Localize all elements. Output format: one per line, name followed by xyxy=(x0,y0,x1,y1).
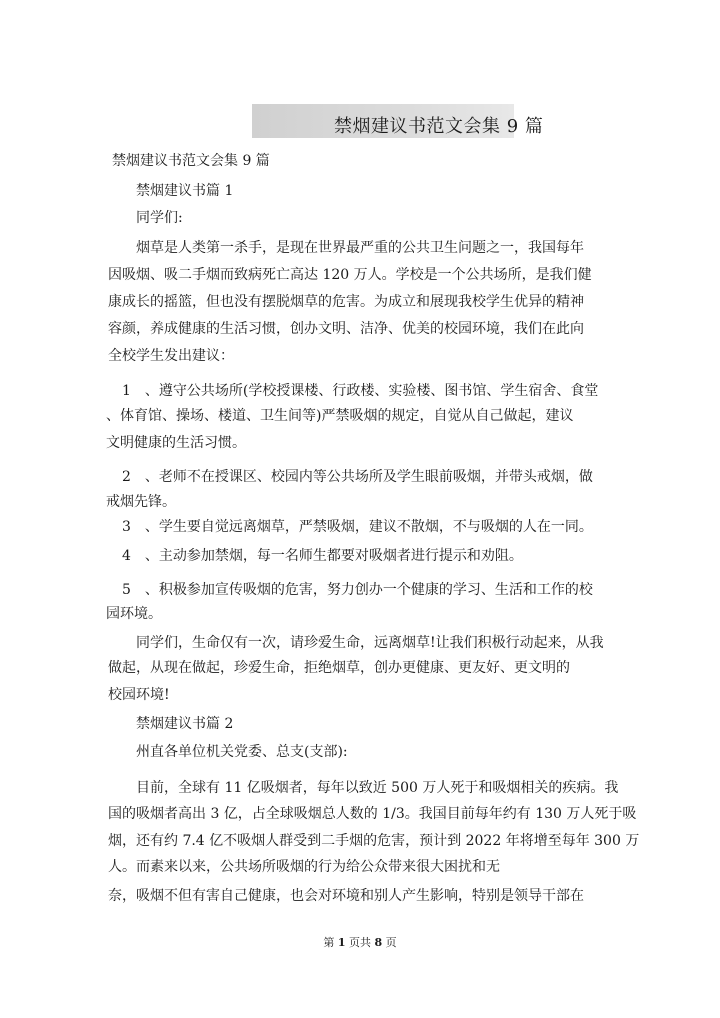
paragraph-line: 烟草是人类第一杀手，是现在世界最严重的公共卫生问题之一，我国每年 xyxy=(136,240,584,256)
section-heading-1: 禁烟建议书篇 1 xyxy=(136,183,234,199)
current-page-number: 1 xyxy=(337,936,346,949)
total-page-count: 8 xyxy=(374,936,383,949)
salutation-1: 同学们: xyxy=(136,210,183,226)
paragraph-line: 目前，全球有 11 亿吸烟者，每年以致近 500 万人死于和吸烟相关的疾病。我 xyxy=(136,780,619,796)
paragraph-line: 奈，吸烟不但有害自己健康，也会对环境和别人产生影响，特别是领导干部在 xyxy=(108,888,584,904)
list-item-1: 、体育馆、操场、楼道、卫生间等)严禁吸烟的规定，自觉从自己做起，建议 xyxy=(106,408,574,424)
closing-line: 做起，从现在做起，珍爱生命，拒绝烟草，创办更健康、更友好、更文明的 xyxy=(108,660,570,676)
page-footer: 第 1 页共 8 页 xyxy=(323,936,397,949)
list-item-2: 戒烟先锋。 xyxy=(106,494,176,510)
paragraph-line: 因吸烟、吸二手烟而致病死亡高达 120 万人。学校是一个公共场所，是我们健 xyxy=(108,267,592,283)
closing-line: 校园环境! xyxy=(108,687,170,703)
list-item-1: 1 、遵守公共场所(学校授课楼、行政楼、实验楼、图书馆、学生宿舍、食堂 xyxy=(122,383,599,399)
closing-line: 同学们，生命仅有一次，请珍爱生命，远离烟草!让我们积极行动起来，从我 xyxy=(136,635,604,651)
subtitle: 禁烟建议书范文会集 9 篇 xyxy=(112,153,270,169)
list-item-4: 4 、主动参加禁烟，每一名师生都要对吸烟者进行提示和劝阻。 xyxy=(122,548,523,564)
list-item-1: 文明健康的生活习惯。 xyxy=(106,435,246,451)
list-item-2: 2 、老师不在授课区、校园内等公共场所及学生眼前吸烟，并带头戒烟，做 xyxy=(122,469,593,485)
paragraph-line: 国的吸烟者高出 3 亿，占全球吸烟总人数的 1/3。我国目前每年约有 130 万人死于吸 xyxy=(108,806,637,822)
list-item-5: 5 、积极参加宣传吸烟的危害，努力创办一个健康的学习、生活和工作的校 xyxy=(122,582,593,598)
paragraph-line: 烟，还有约 7.4 亿不吸烟人群受到二手烟的危害，预计到 2022 年将增至每年 300 万 xyxy=(108,833,640,849)
paragraph-line: 康成长的摇篮，但也没有摆脱烟草的危害。为成立和展现我校学生优异的精神 xyxy=(108,294,584,310)
list-item-3: 3 、学生要自觉远离烟草，严禁吸烟，建议不散烟，不与吸烟的人在一同。 xyxy=(122,519,593,535)
section-heading-2: 禁烟建议书篇 2 xyxy=(136,716,234,732)
salutation-2: 州直各单位机关党委、总支(支部): xyxy=(136,744,348,760)
list-item-5: 园环境。 xyxy=(106,606,162,622)
document-title: 禁烟建议书范文会集 9 篇 xyxy=(334,116,544,137)
paragraph-line: 容颜，养成健康的生活习惯，创办文明、洁净、优美的校园环境，我们在此向 xyxy=(108,321,584,337)
paragraph-line: 人。而素来以来，公共场所吸烟的行为给公众带来很大困扰和无 xyxy=(108,859,500,875)
paragraph-line: 全校学生发出建议： xyxy=(108,348,234,364)
